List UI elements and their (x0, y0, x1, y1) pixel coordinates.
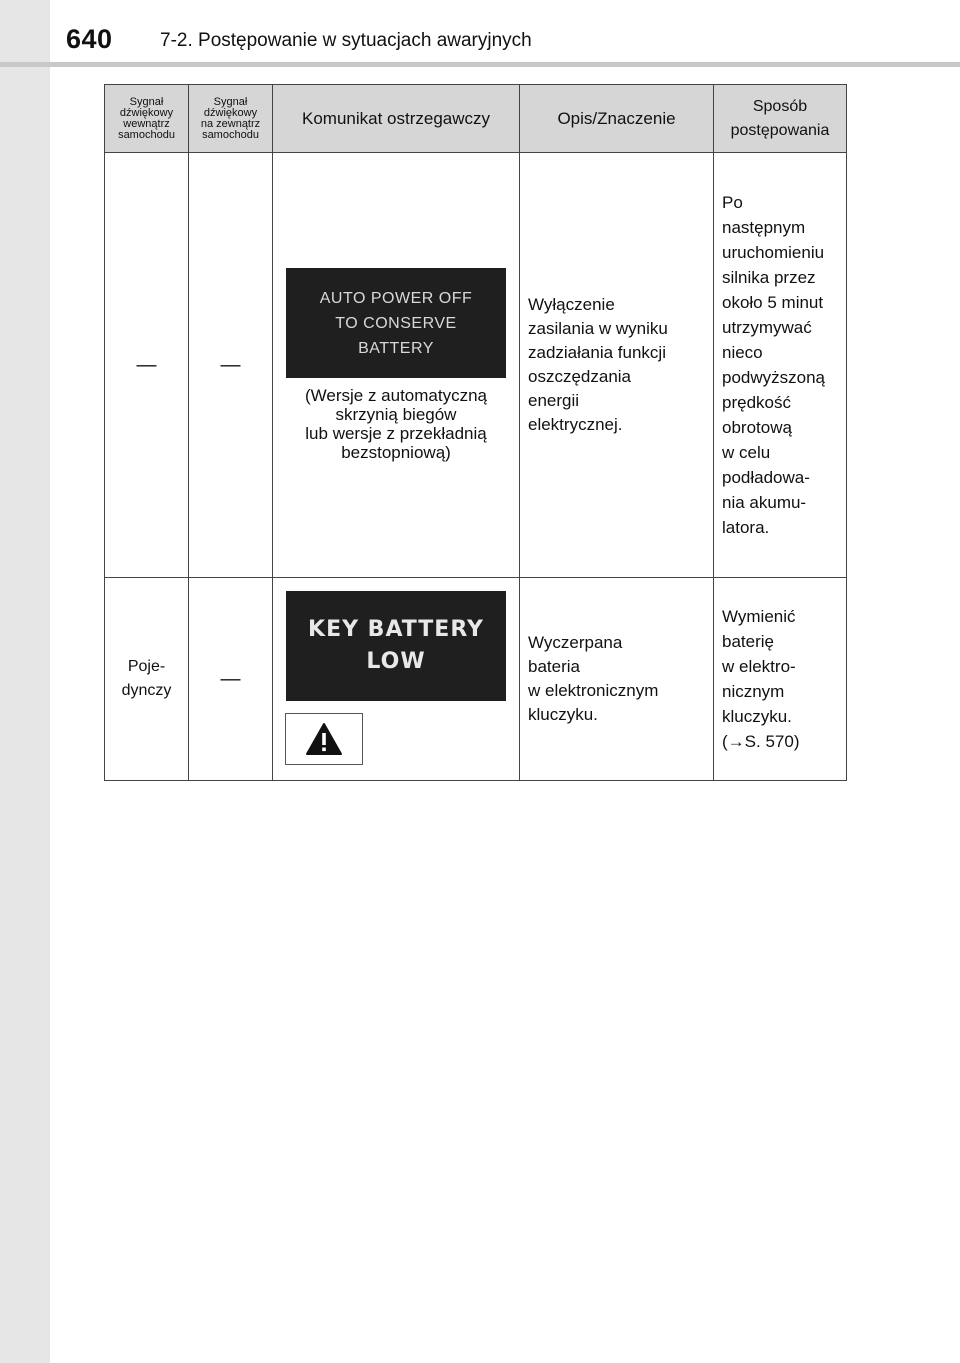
indicator-box (285, 713, 363, 765)
message-cell (273, 578, 520, 781)
table-row (105, 153, 847, 578)
col-header-message: Komunikat ostrzegawczy (273, 85, 520, 153)
auto-power-off-display: AUTO POWER OFF TO CONSERVE BATTERY (286, 268, 506, 378)
description-cell: Wyczerpana bateria w elektronicznym kluczyku. (520, 578, 714, 781)
action-cell: Po następnym uruchomieniu silnika przez około 5 minut utrzymywać nieco podwyższoną prędkość obrotową w celu podładowa- nia akumu- latora. (714, 153, 847, 578)
header-rule (0, 62, 960, 67)
col-header-action: Sposób postępowania (714, 85, 847, 153)
description-cell: Wyłączenie zasilania w wyniku zadziałania funkcji oszczędzania energii elektrycznej. (520, 153, 714, 578)
warning-triangle-icon (305, 722, 343, 756)
col-header-exterior-buzzer: Sygnał dźwiękowy na zewnątrz samochodu (189, 85, 273, 153)
warning-table (104, 84, 847, 781)
col-header-description: Opis/Znaczenie (520, 85, 714, 153)
message-caption: (Wersje z automatyczną skrzynią biegów lub wersje z przekładnią bezstopniową) (304, 386, 488, 462)
arrow-right-icon: → (727, 732, 745, 751)
message-cell (273, 153, 520, 578)
interior-buzzer-cell: Poje- dynczy (105, 578, 189, 781)
interior-buzzer-cell: — (105, 153, 189, 578)
page-number: 640 (66, 24, 113, 54)
action-cell: Wymienić baterię w elektro- nicznym kluczyku. (→S. 570) (714, 578, 847, 781)
exterior-buzzer-cell: — (189, 153, 273, 578)
section-title: 7-2. Postępowanie w sytuacjach awaryjnych (160, 30, 532, 51)
key-battery-low-display: KEY BATTERY LOW (286, 591, 506, 701)
col-header-interior-buzzer: Sygnał dźwiękowy wewnątrz samochodu (105, 85, 189, 153)
page-reference: (→S. 570) (722, 732, 800, 751)
side-margin-strip (0, 0, 50, 1363)
table-header-row (105, 85, 847, 153)
table-row (105, 578, 847, 781)
exterior-buzzer-cell: — (189, 578, 273, 781)
